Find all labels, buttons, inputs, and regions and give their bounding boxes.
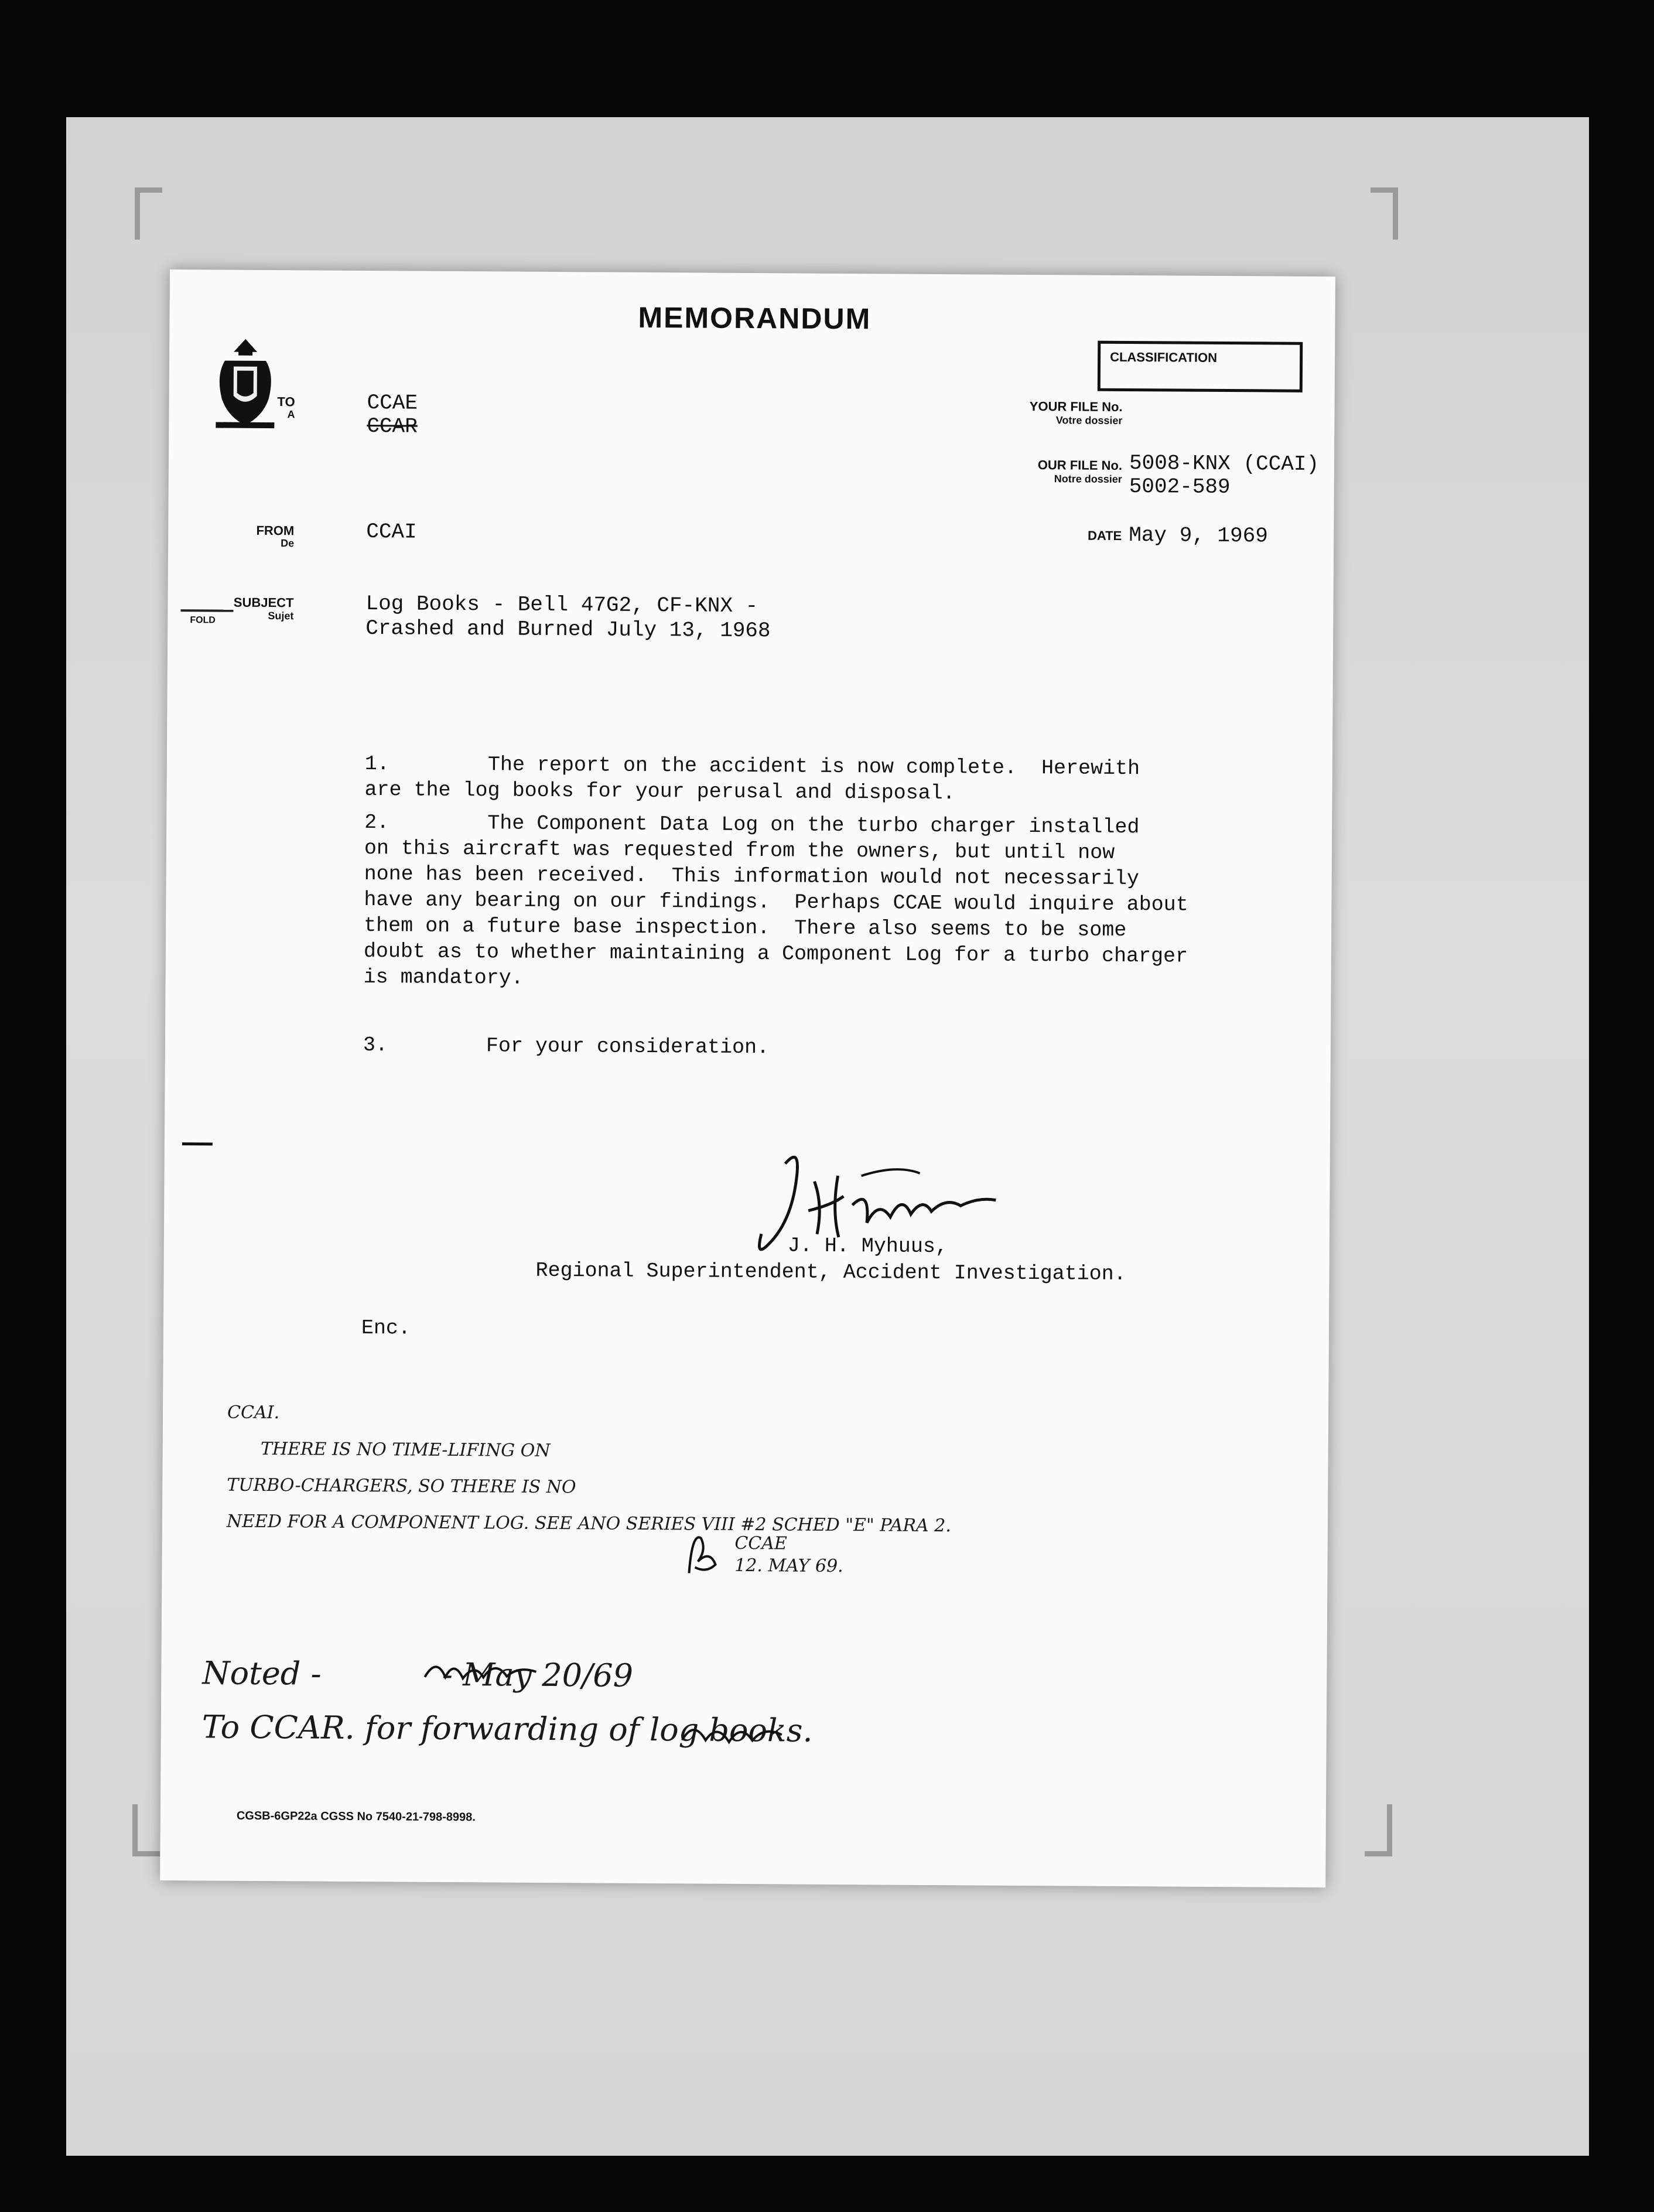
- subject-line-1: Log Books - Bell 47G2, CF-KNX -: [365, 592, 758, 619]
- our-file-label: OUR FILE No.: [1037, 458, 1123, 473]
- handwritten-annotation: CCAI. THERE IS NO TIME-LIFING ON TURBO-CHARGERS, SO THERE IS NO NEED FOR A COMPONENT LOG. SEE ANO SERIES VIII #2 SCHED "E" PARA 2.: [226, 1402, 951, 1537]
- to-value-primary: CCAE: [367, 391, 418, 415]
- handwritten-noted-annotation: Noted - - May 20/69 To CCAR. for forwarding of log books.: [201, 1654, 813, 1749]
- fold-label: FOLD: [190, 615, 216, 626]
- your-file-label-fr: Votre dossier: [1055, 414, 1123, 426]
- date-value: May 9, 1969: [1129, 523, 1269, 548]
- to-label-fr: A: [287, 408, 295, 421]
- subject-label-fr: Sujet: [268, 610, 294, 622]
- from-value: CCAI: [366, 520, 417, 544]
- signatory-name: J. H. Myhuus,: [787, 1234, 948, 1259]
- body-paragraph-3: 3. For your consideration.: [363, 1033, 770, 1060]
- your-file-label: YOUR FILE No.: [1029, 398, 1123, 414]
- date-label: DATE: [1087, 528, 1122, 543]
- enclosure-note: Enc.: [361, 1316, 411, 1340]
- to-label: TO: [277, 394, 295, 409]
- subject-label: SUBJECT: [233, 595, 294, 610]
- subject-line-2: Crashed and Burned July 13, 1968: [365, 616, 771, 643]
- crop-mark-top-left: [135, 187, 162, 240]
- memo-sheet: [160, 269, 1335, 1887]
- from-label-fr: De: [281, 537, 295, 549]
- body-paragraph-1: 1. The report on the accident is now complete. Herewith are the log books for your perusal and disposal.: [364, 752, 1140, 805]
- crop-mark-top-right: [1371, 187, 1398, 240]
- fold-mark: [180, 609, 233, 612]
- handwritten-initials-scribble: [419, 1654, 548, 1689]
- classification-box: [1098, 341, 1303, 392]
- from-label: FROM: [256, 523, 295, 538]
- crop-mark-bottom-right: [1365, 1804, 1392, 1856]
- handwritten-initials-scribble-2: [676, 1713, 794, 1755]
- form-code-footer: CGSB-6GP22a CGSS No 7540-21-798-8998.: [236, 1809, 476, 1824]
- our-file-label-fr: Notre dossier: [1054, 473, 1122, 485]
- our-file-number-secondary: 5002-589: [1129, 475, 1231, 500]
- body-paragraph-2: 2. The Component Data Log on the turbo charger installed on this aircraft was requested from the owners, but until now none has been received. This information would not necessarily have any bearing on our findings. Perhaps CCAE would inquire about them on a future base inspection. There also seems to be some doubt as to whether maintaining a Component Log for a turbo charger is mandatory.: [363, 811, 1188, 990]
- memo-title: MEMORANDUM: [638, 301, 872, 336]
- handwritten-initials-date: CCAE 12. MAY 69.: [706, 1532, 843, 1577]
- crop-mark-bottom-left: [132, 1804, 160, 1856]
- to-value-struck: CCAR: [367, 414, 418, 439]
- signatory-title: Regional Superintendent, Accident Investigation.: [535, 1258, 1126, 1286]
- margin-dash-mark: [182, 1142, 213, 1145]
- classification-label: CLASSIFICATION: [1110, 349, 1218, 365]
- our-file-number: 5008-KNX (CCAI): [1129, 451, 1320, 476]
